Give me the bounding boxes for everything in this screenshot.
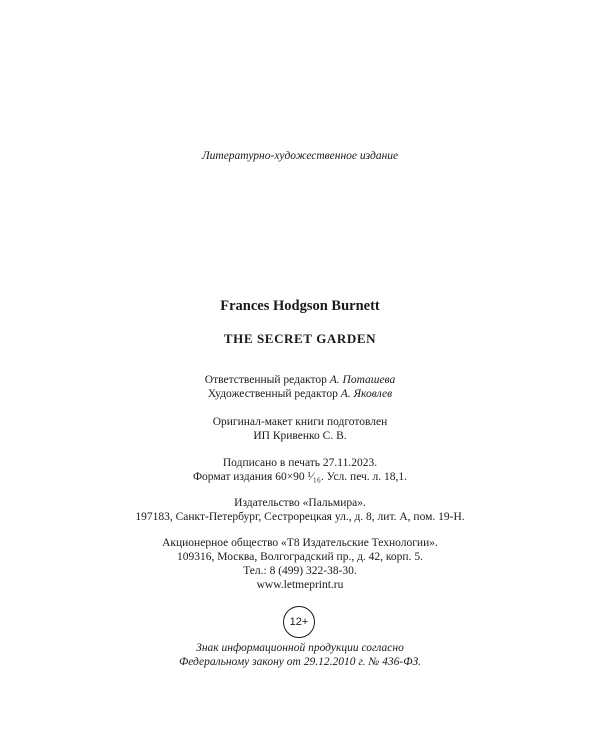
printer-address: 109316, Москва, Волгоградский пр., д. 42, корп. 5. — [177, 551, 423, 563]
responsible-editor-name: А. Поташева — [329, 374, 396, 386]
book-title: THE SECRET GARDEN — [223, 331, 377, 346]
art-editor-name: А. Яковлев — [340, 388, 393, 400]
notice-line2: Федеральному закону от 29.12.2010 г. № 436-ФЗ. — [178, 656, 422, 668]
responsible-editor-line — [0, 373, 600, 387]
art-editor-role: Художественный редактор — [207, 388, 341, 400]
print-info-block — [0, 456, 600, 484]
author-name: Frances Hodgson Burnett — [220, 298, 380, 314]
layout-credit-line2: ИП Кривенко С. В. — [253, 430, 347, 442]
notice-line1: Знак информационной продукции согласно — [196, 642, 404, 654]
print-format: Формат издания 60×90 ¹⁄₁₆. Усл. печ. л. 18,1. — [192, 471, 408, 483]
layout-credit-block — [0, 415, 600, 443]
editors-block — [0, 373, 600, 401]
responsible-editor-role: Ответственный редактор — [204, 374, 330, 386]
publisher-address: 197183, Санкт-Петербург, Сестрорецкая ул., д. 8, лит. А, пом. 19-Н. — [135, 511, 465, 523]
art-editor-line — [0, 387, 600, 401]
series-label: Литературно-художественное издание — [201, 150, 399, 162]
publisher-name: Издательство «Пальмира». — [234, 497, 366, 509]
printer-name: Акционерное общество «Т8 Издательские Технологии». — [162, 537, 438, 549]
printer-block — [0, 536, 600, 592]
printer-phone: Тел.: 8 (499) 322-38-30. — [243, 565, 357, 577]
age-rating-badge: 12+ — [283, 606, 315, 638]
printer-website: www.letmeprint.ru — [256, 579, 344, 591]
age-rating-notice — [0, 641, 600, 669]
signed-to-print: Подписано в печать 27.11.2023. — [222, 457, 378, 469]
layout-credit-line1: Оригинал-макет книги подготовлен — [212, 416, 388, 428]
publisher-block — [0, 496, 600, 524]
